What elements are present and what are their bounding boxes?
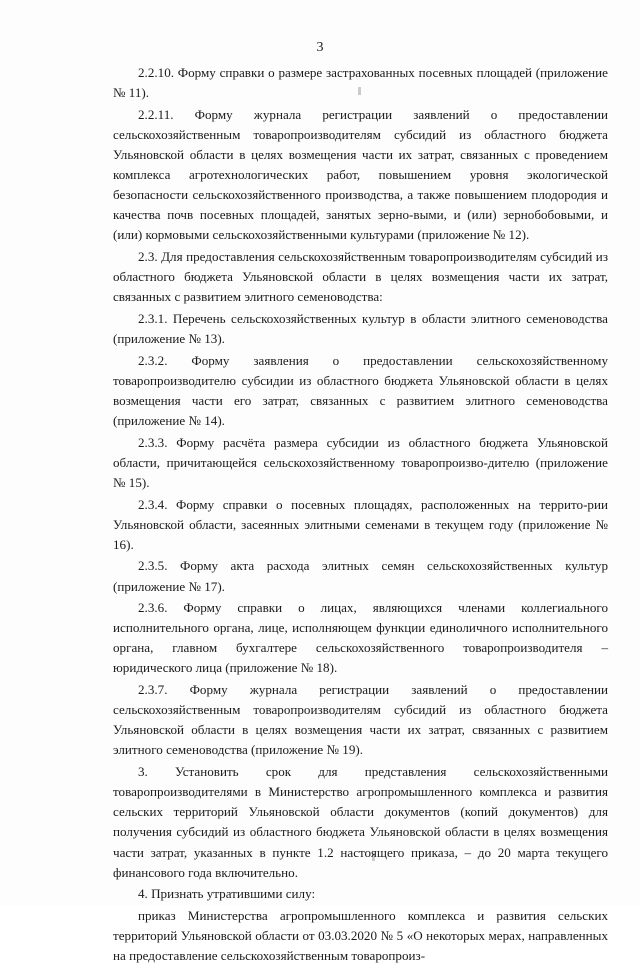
paragraph-2-3-4: 2.3.4. Форму справки о посевных площадях, расположенных на террито-рии Ульяновской области, засеянных элитными семенами в текущем году (приложение № 16). [113,496,608,552]
paragraph-2-3-1: 2.3.1. Перечень сельскохозяйственных культур в области элитного семеноводства (приложение № 13). [113,310,608,346]
paragraph-2-2-11: 2.2.11. Форму журнала регистрации заявлений о предоставлении сельскохозяйственным товаропроизводителям субсидий из областного бюджета Ульяновской области в целях возмещения части их затрат, связанных с проведением комплекса агротехнологических работ, повышением уровня экологической безопасности сельскохозяйственного производства, а также повышением плодородия и качества почв посевных площадей, занятых зерно-выми, и (или) зернобобовыми, и (или) кормовыми сельскохозяйственными культурами (приложение № 12). [113,106,608,243]
paragraph-4: 4. Признать утратившими силу: [138,886,316,902]
paragraph-3: 3. Установить срок для представления сельскохозяйственными товаропроизводителями в Министерство агропромышленного комплекса и развития сельских территорий Ульяновской области документов (копий документов) для получения субсидий из областного бюджета Ульяновской области в целях возмещения части затрат, указанных в пункте 1.2 настоящего приказа, – до 20 марта текущего финансового года включительно. [113,764,608,880]
paragraph-2-2-10: 2.2.10. Форму справки о размере застрахованных посевных площадей (приложение № 11). [113,65,608,101]
paragraph-2-3-5: 2.3.5. Форму акта расхода элитных семян сельскохозяйственных культур (приложение № 17). [113,558,608,594]
paragraph-2-3-3: 2.3.3. Форму расчёта размера субсидии из областного бюджета Ульяновской области, причитающейся сельскохозяйственному товаропроизво-дителю (приложение № 15). [113,434,608,490]
paragraph-2-3: 2.3. Для предоставления сельскохозяйственным товаропроизводителям субсидий из областного бюджета Ульяновской области в целях возмещения части их затрат, связанных с развитием элитного семеноводства: [113,249,608,305]
paragraph-2-3-2: 2.3.2. Форму заявления о предоставлении сельскохозяйственному товаропроизводителю субсидии из областного бюджета Ульяновской области в целях возмещения части его затрат, связанных с развитием элитного семеноводства (приложение № 14). [113,352,608,428]
page-number: 3 [316,40,324,55]
document-body [113,63,608,968]
paragraph-2-3-6: 2.3.6. Форму справки о лицах, являющихся членами коллегиального исполнительного органа, лице, исполняющем функции единоличного исполнительного органа, главном бухгалтере сельскохозяйственного товаропроизводителя – юридического лица (приложение № 18). [113,600,608,676]
paragraph-4-item: приказ Министерства агропромышленного комплекса и развития сельских территорий Ульяновской области от 03.03.2020 № 5 «О некоторых мерах, направленных на предоставление сельскохозяйственным товаропроиз- [113,907,608,964]
paragraph-2-3-7: 2.3.7. Форму журнала регистрации заявлений о предоставлении сельскохозяйственным товаропроизводителям субсидий из областного бюджета Ульяновской области в целях возмещения части их затрат, связанных с развитием элитного семеноводства (приложение № 19). [113,682,608,758]
